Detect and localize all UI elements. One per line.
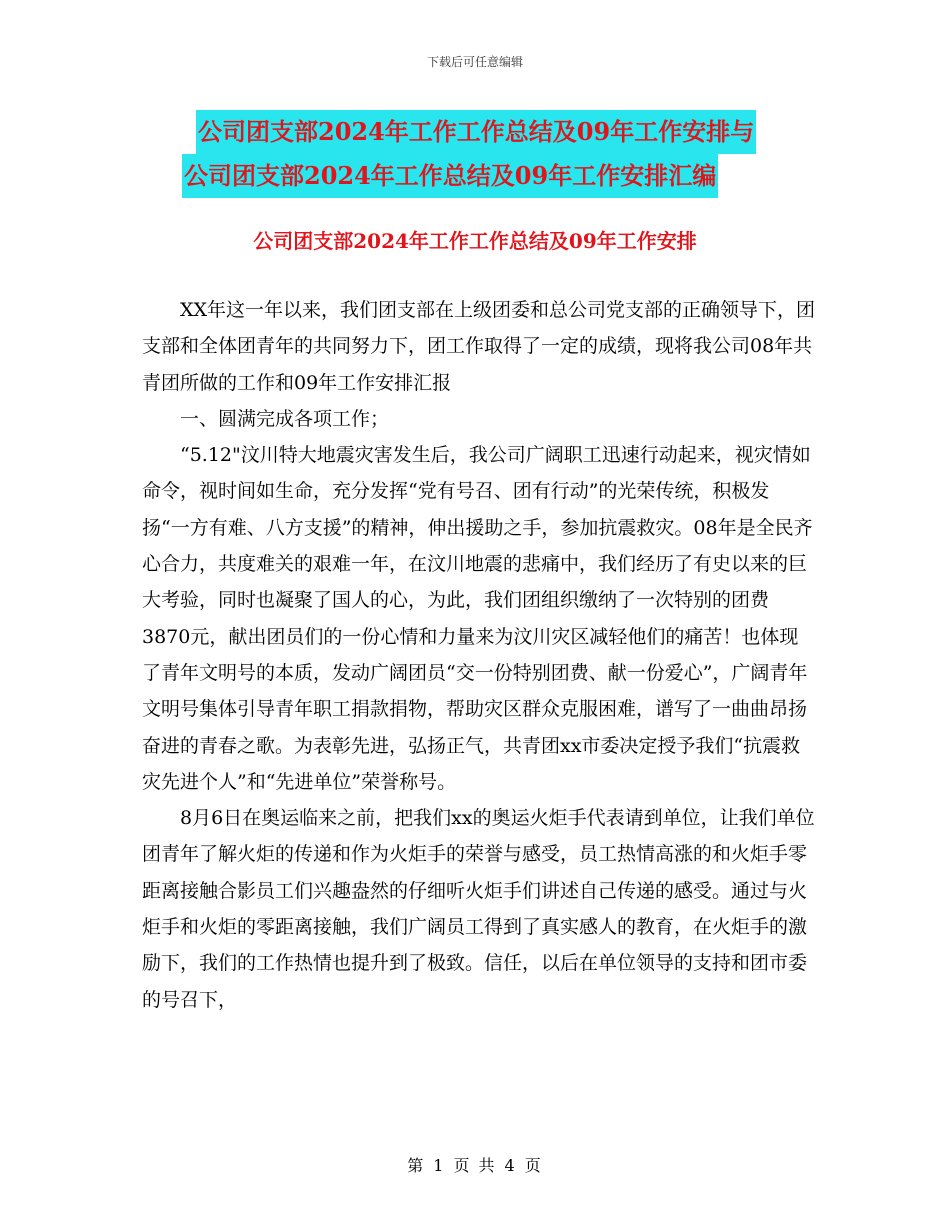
paragraph-intro: XX年这一年以来，我们团支部在上级团委和总公司党支部的正确领导下，团支部和全体团青年的共同努力下，团工作取得了一定的成绩，现将我公司08年共青团所做的工作和09年工作安排汇报 [142,299,816,394]
page-current: 1 [433,1156,446,1175]
page-prefix: 第 [407,1156,426,1175]
page-suffix: 页 [524,1156,543,1175]
header-note: 下载后可任意编辑 [426,55,523,69]
document-title-line-2: 公司团支部2024年工作总结及09年工作安排汇编 [182,154,718,198]
document-title [182,110,822,198]
document-body [142,292,817,1018]
section-title: 公司团支部2024年工作工作总结及09年工作安排 [253,229,697,253]
page-mid: 页 共 [453,1156,497,1175]
page-number-footer [0,1153,950,1176]
paragraph-heading-1: 一、圆满完成各项工作； [180,407,390,430]
page-total: 4 [504,1156,517,1175]
document-title-line-1: 公司团支部2024年工作工作总结及09年工作安排与 [196,110,756,154]
paragraph-earthquake: “5.12"汶川特大地震灾害发生后，我公司广阔职工迅速行动起来，视灾情如命令，视时间如生命，充分发挥“党有号召、团有行动”的光荣传统，积极发扬“一方有难、八方支援”的精神，伸出援助之手，参加抗震救灾。08年是全民齐心合力，共度难关的艰难一年，在汶川地震的悲痛中，我们经历了有史以来的巨大考验，同时也凝聚了国人的心，为此，我们团组织缴纳了一次特别的团费3870元，献出团员们的一份心情和力量来为汶川灾区减轻他们的痛苦！也体现了青年文明号的本质，发动广阔团员“交一份特别团费、献一份爱心”，广阔青年文明号集体引导青年职工捐款捐物，帮助灾区群众克服困难，谱写了一曲曲昂扬奋进的青春之歌。为表彰先进，弘扬正气，共青团xx市委决定授予我们“抗震救灾先进个人”和“先进单位”荣誉称号。 [142,444,813,793]
paragraph-olympic-torch: 8月6日在奥运临来之前，把我们xx的奥运火炬手代表请到单位，让我们单位团青年了解火炬的传递和作为火炬手的荣誉与感受，员工热情高涨的和火炬手零距离接触合影员工们兴趣盎然的仔细听火炬手们讲述自己传递的感受。通过与火炬手和火炬的零距离接触，我们广阔员工得到了真实感人的教育，在火炬手的激励下，我们的工作热情也提升到了极致。信任，以后在单位领导的支持和团市委的号召下， [142,807,815,1011]
